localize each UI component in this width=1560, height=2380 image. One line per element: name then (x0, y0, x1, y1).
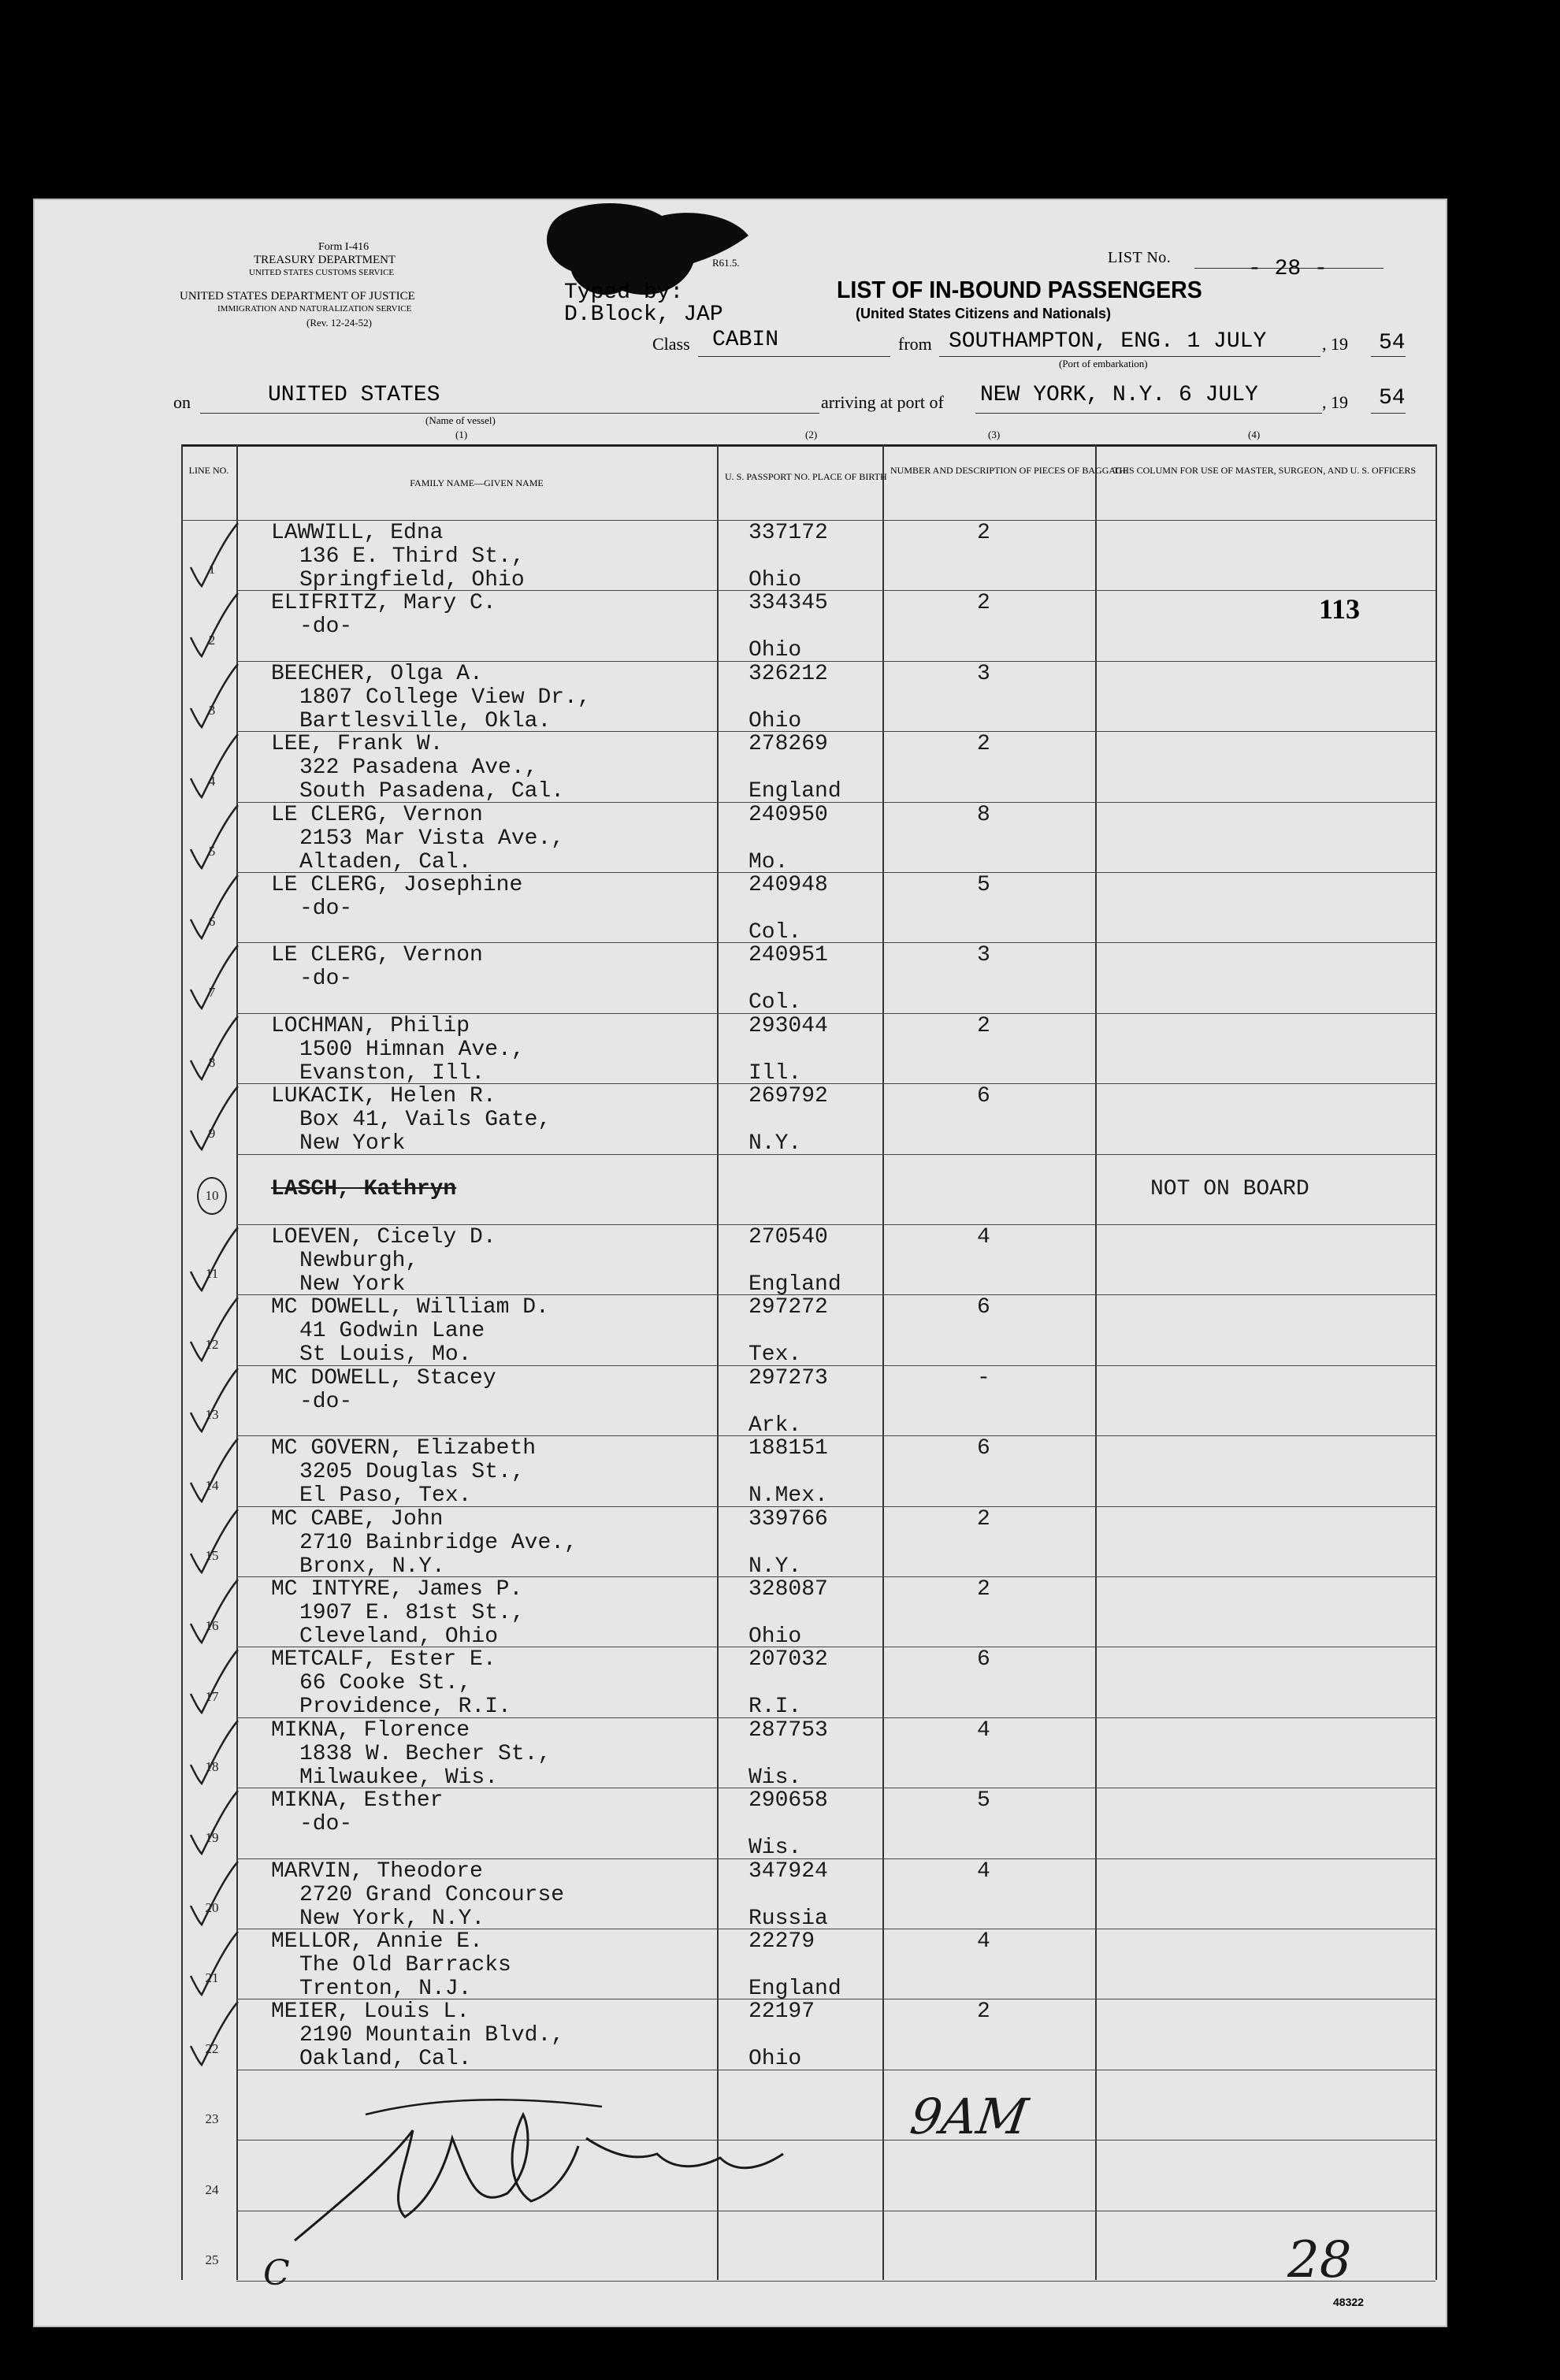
list-no-label: LIST No. (1108, 249, 1172, 266)
address-line-1: 1838 W. Becher St., (299, 1741, 552, 1766)
baggage-count: 6 (977, 1647, 990, 1673)
baggage-count: 6 (977, 1084, 990, 1109)
passenger-name: LE CLERG, Vernon (271, 802, 483, 827)
place-of-birth: Tex. (748, 1342, 802, 1368)
column-header-passport: U. S. PASSPORT NO. PLACE OF BIRTH (725, 471, 887, 482)
passenger-name: LOCHMAN, Philip (271, 1013, 470, 1038)
address-line-1: 3205 Douglas St., (299, 1460, 525, 1485)
place-of-birth: Ohio (748, 708, 802, 733)
revision-date: (Rev. 12-24-52) (306, 317, 372, 329)
passenger-name: MC DOWELL, William D. (271, 1295, 549, 1320)
table-row (181, 802, 1436, 872)
class-label: Class (652, 334, 690, 354)
table-row (181, 1576, 1436, 1647)
document-title: LIST OF IN-BOUND PASSENGERS (837, 276, 1202, 303)
check-mark-icon (184, 1294, 247, 1365)
form-number: Form I-416 (318, 241, 370, 253)
class-value: CABIN (712, 328, 779, 352)
passenger-name: ELIFRITZ, Mary C. (271, 591, 496, 616)
passenger-name: MIKNA, Esther (271, 1788, 444, 1814)
line-number: 3 (208, 703, 216, 718)
place-of-birth: Russia (748, 1906, 828, 1931)
address-line-2: New York (299, 1131, 406, 1157)
table-row (181, 1647, 1436, 1720)
address-line-1: 322 Pasadena Ave., (299, 756, 538, 781)
baggage-count: 4 (977, 1858, 990, 1884)
passport-number: 240948 (748, 873, 828, 897)
arriving-label: arriving at port of (821, 392, 944, 412)
table-row (181, 1365, 1436, 1438)
year-prefix: , 19 (1322, 334, 1348, 354)
table-row (181, 520, 1436, 590)
passport-number: 22197 (748, 1999, 815, 2025)
address-line-1: 2190 Mountain Blvd., (299, 2023, 565, 2048)
passenger-name: LUKACIK, Helen R. (271, 1084, 496, 1109)
vessel-name: UNITED STATES (268, 383, 440, 407)
check-mark-icon (184, 942, 247, 1013)
check-mark-icon (184, 1013, 247, 1084)
check-mark-icon (184, 1435, 247, 1506)
passenger-manifest-page (33, 199, 1447, 2327)
baggage-count: 3 (977, 661, 990, 686)
passport-number: 297272 (748, 1295, 828, 1320)
passport-number: 293044 (748, 1013, 828, 1038)
passport-number: 287753 (748, 1717, 828, 1743)
line-number: 13 (205, 1407, 219, 1423)
baggage-count: 6 (977, 1436, 990, 1461)
address-line-2: Trenton, N.J. (299, 1977, 472, 2001)
address-line-1: 41 Godwin Lane (299, 1319, 485, 1344)
line-number: 12 (205, 1336, 219, 1352)
address-line-1: -do- (299, 614, 353, 640)
line-number: 8 (208, 1055, 216, 1071)
address-line-1: 66 Cooke St., (299, 1671, 472, 1696)
passport-number: 347924 (748, 1858, 828, 1884)
check-mark-icon (184, 1647, 247, 1717)
passport-number: 328087 (748, 1577, 828, 1602)
check-mark-icon (184, 590, 247, 661)
address-line-1: Box 41, Vails Gate, (299, 1108, 552, 1133)
footer-code: 48322 (1333, 2296, 1364, 2308)
passenger-name: LE CLERG, Josephine (271, 873, 523, 897)
place-of-birth: England (748, 1272, 841, 1297)
passport-number: 240951 (748, 943, 828, 968)
justice-dept: UNITED STATES DEPARTMENT OF JUSTICE (180, 290, 415, 303)
table-row (181, 1506, 1436, 1579)
address-line-1: -do- (299, 1389, 353, 1414)
column-header-baggage: NUMBER AND DESCRIPTION OF PIECES OF BAGGAGE (890, 465, 1129, 476)
place-of-birth: Ohio (748, 568, 802, 592)
baggage-count: 2 (977, 521, 990, 545)
passport-number: 22279 (748, 1929, 815, 1954)
port-embark-caption: (Port of embarkation) (1059, 358, 1148, 369)
line-number: 10 (197, 1177, 227, 1215)
passenger-name: LEE, Frank W. (271, 732, 444, 757)
check-mark-icon (184, 661, 247, 732)
baggage-count: 8 (977, 802, 990, 827)
table-row (181, 1435, 1436, 1509)
baggage-count: 4 (977, 1717, 990, 1743)
baggage-count: 2 (977, 732, 990, 757)
table-row (181, 1717, 1436, 1788)
line-number: 7 (208, 984, 216, 1000)
treasury-dept: TREASURY DEPARTMENT (254, 254, 396, 266)
table-row (181, 1154, 1436, 1224)
passenger-name: LOEVEN, Cicely D. (271, 1225, 496, 1249)
passport-number: 270540 (748, 1225, 828, 1249)
baggage-count: 6 (977, 1295, 990, 1320)
check-mark-icon (184, 1506, 247, 1577)
baggage-count: - (977, 1365, 990, 1390)
baggage-count: 5 (977, 873, 990, 897)
table-row (181, 1013, 1436, 1086)
line-number: 4 (208, 773, 216, 789)
table-row (181, 1294, 1436, 1368)
place-of-birth: Col. (748, 920, 802, 945)
baggage-count: 2 (977, 1577, 990, 1602)
check-mark-icon (184, 1788, 247, 1858)
passport-number: 269792 (748, 1084, 828, 1109)
address-line-2: St Louis, Mo. (299, 1342, 472, 1368)
from-value: SOUTHAMPTON, ENG. 1 JULY (949, 329, 1267, 354)
line-number: 5 (208, 843, 216, 859)
baggage-count: 4 (977, 1929, 990, 1954)
column-header-name: FAMILY NAME—GIVEN NAME (410, 477, 544, 488)
check-mark-icon (184, 1576, 247, 1647)
check-mark-icon (184, 731, 247, 802)
place-of-birth: R.I. (748, 1695, 802, 1720)
column-header-officers: THIS COLUMN FOR USE OF MASTER, SURGEON, AND U. S. OFFICERS (1112, 465, 1417, 476)
column-number-2: (2) (805, 429, 818, 440)
line-number: 18 (205, 1759, 219, 1775)
table-row (181, 942, 1436, 1015)
passenger-name: MC CABE, John (271, 1506, 444, 1532)
baggage-count: 2 (977, 1506, 990, 1532)
passenger-name: MARVIN, Theodore (271, 1858, 483, 1884)
place-of-birth: Ill. (748, 1060, 802, 1086)
address-line-2: Springfield, Ohio (299, 568, 525, 592)
passport-number: 278269 (748, 732, 828, 757)
line-number: 21 (205, 1970, 219, 1986)
passport-number: 337172 (748, 521, 828, 545)
line-number: 25 (205, 2252, 219, 2267)
address-line-1: 1807 College View Dr., (299, 685, 591, 710)
check-mark-icon (184, 1999, 247, 2070)
passenger-name: BEECHER, Olga A. (271, 661, 483, 686)
address-line-2: Providence, R.I. (299, 1695, 511, 1720)
address-line-2: Milwaukee, Wis. (299, 1765, 499, 1790)
handwritten-signature (271, 2083, 838, 2264)
address-line-2: Bartlesville, Okla. (299, 708, 552, 733)
place-of-birth: Wis. (748, 1836, 802, 1861)
baggage-count: 4 (977, 1225, 990, 1249)
table-row (181, 1858, 1436, 1929)
passport-number: 188151 (748, 1436, 828, 1461)
from-label: from (898, 334, 932, 354)
table-row (181, 1224, 1436, 1297)
address-line-1: Newburgh, (299, 1249, 419, 1273)
passenger-name: LE CLERG, Vernon (271, 943, 483, 968)
handwritten-time: 9AM (906, 2088, 1031, 2145)
passport-number: 207032 (748, 1647, 828, 1673)
arrival-port-value: NEW YORK, N.Y. 6 JULY (980, 383, 1258, 407)
passenger-name: MEIER, Louis L. (271, 1999, 470, 2025)
table-row (181, 661, 1436, 731)
passport-number: 240950 (748, 802, 828, 827)
address-line-1: 1500 Himnan Ave., (299, 1037, 525, 1062)
column-number-1: (1) (455, 429, 468, 440)
address-line-2: Cleveland, Ohio (299, 1624, 499, 1649)
passenger-table (181, 444, 1436, 2280)
check-mark-icon (184, 1224, 247, 1295)
passport-number: 334345 (748, 591, 828, 616)
table-row (181, 1788, 1436, 1861)
line-number: 16 (205, 1618, 219, 1634)
passport-number: 290658 (748, 1788, 828, 1814)
address-line-2: Altaden, Cal. (299, 849, 472, 874)
baggage-count: 2 (977, 1999, 990, 2025)
check-mark-icon (184, 1083, 247, 1154)
baggage-count: 2 (977, 591, 990, 616)
line-number: 19 (205, 1829, 219, 1845)
table-row (181, 1929, 1436, 1999)
vessel-caption: (Name of vessel) (425, 414, 496, 426)
year-value: 54 (1379, 331, 1406, 355)
line-number: 14 (205, 1477, 219, 1493)
address-line-2: South Pasadena, Cal. (299, 779, 565, 804)
line-number: 6 (208, 914, 216, 930)
list-no-value: - 28 - (1248, 257, 1328, 281)
typed-by-label: Typed by: (564, 280, 684, 305)
year-value: 54 (1379, 386, 1406, 410)
address-line-1: 2710 Bainbridge Ave., (299, 1530, 578, 1555)
year-prefix: , 19 (1322, 392, 1348, 412)
place-of-birth: Ark. (748, 1413, 802, 1438)
address-line-2: New York, N.Y. (299, 1906, 485, 1931)
column-header-line-no: LINE NO. (188, 465, 229, 476)
address-line-1: The Old Barracks (299, 1953, 511, 1977)
place-of-birth: Ohio (748, 1624, 802, 1649)
line-number: 2 (208, 632, 216, 648)
handwritten-page-mark: 28 (1287, 2231, 1352, 2289)
handwritten-corner-mark: C (263, 2253, 290, 2293)
place-of-birth: Wis. (748, 1765, 802, 1790)
check-mark-icon (184, 1717, 247, 1788)
customs-service: UNITED STATES CUSTOMS SERVICE (249, 268, 395, 277)
passenger-name: MC INTYRE, James P. (271, 1577, 523, 1602)
address-line-1: 1907 E. 81st St., (299, 1601, 525, 1625)
place-of-birth: Ohio (748, 2047, 802, 2072)
passenger-name: LASCH, Kathryn (271, 1176, 457, 1201)
address-line-1: 136 E. Third St., (299, 544, 525, 569)
line-number: 17 (205, 1688, 219, 1704)
baggage-count: 5 (977, 1788, 990, 1814)
address-line-2: New York (299, 1272, 406, 1297)
on-label: on (173, 392, 191, 412)
place-of-birth: England (748, 1977, 841, 2001)
check-mark-icon (184, 872, 247, 943)
place-of-birth: N.Mex. (748, 1483, 828, 1509)
address-line-1: 2153 Mar Vista Ave., (299, 826, 565, 851)
place-of-birth: England (748, 779, 841, 804)
line-number: 22 (205, 2040, 219, 2056)
form-ref: R61.5. (712, 257, 740, 269)
ins-service: IMMIGRATION AND NATURALIZATION SERVICE (217, 304, 412, 314)
check-mark-icon (184, 1929, 247, 1999)
passenger-name: MC GOVERN, Elizabeth (271, 1436, 537, 1461)
passenger-name: MELLOR, Annie E. (271, 1929, 483, 1954)
typed-by-value: D.Block, JAP (564, 303, 723, 327)
column-number-4: (4) (1248, 429, 1261, 440)
line-number: 24 (205, 2181, 219, 2197)
column-number-3: (3) (988, 429, 1001, 440)
place-of-birth: Col. (748, 990, 802, 1015)
table-row (181, 1083, 1436, 1157)
baggage-count: 2 (977, 1013, 990, 1038)
passenger-name: METCALF, Ester E. (271, 1647, 496, 1673)
document-subtitle: (United States Citizens and Nationals) (856, 306, 1112, 321)
passenger-name: MC DOWELL, Stacey (271, 1365, 496, 1390)
passport-number: 326212 (748, 661, 828, 686)
check-mark-icon (184, 802, 247, 873)
address-line-2: El Paso, Tex. (299, 1483, 472, 1509)
check-mark-icon (184, 520, 247, 591)
table-row (181, 872, 1436, 945)
table-row (181, 731, 1436, 804)
address-line-1: -do- (299, 967, 353, 992)
place-of-birth: N.Y. (748, 1131, 802, 1157)
table-row (181, 590, 1436, 663)
address-line-1: -do- (299, 1812, 353, 1837)
place-of-birth: Mo. (748, 849, 789, 874)
line-number: 11 (205, 1266, 219, 1282)
check-mark-icon (184, 1858, 247, 1929)
check-mark-icon (184, 1365, 247, 1436)
address-line-1: 2720 Grand Concourse (299, 1882, 565, 1907)
table-row (181, 1999, 1436, 2072)
place-of-birth: Ohio (748, 638, 802, 663)
address-line-1: -do- (299, 897, 353, 921)
address-line-2: Evanston, Ill. (299, 1060, 485, 1086)
address-line-2: Oakland, Cal. (299, 2047, 472, 2072)
line-number: 20 (205, 1899, 219, 1915)
passport-number: 339766 (748, 1506, 828, 1532)
place-of-birth: N.Y. (748, 1554, 802, 1579)
line-number: 1 (208, 562, 216, 577)
passenger-name: LAWWILL, Edna (271, 521, 444, 545)
line-number: 23 (205, 2111, 219, 2127)
line-number: 9 (208, 1125, 216, 1141)
officer-note-113: 113 (1319, 593, 1361, 625)
passenger-name: MIKNA, Florence (271, 1717, 470, 1743)
address-line-2: Bronx, N.Y. (299, 1554, 445, 1579)
line-number: 15 (205, 1547, 219, 1563)
passport-number: 297273 (748, 1365, 828, 1390)
officer-note: NOT ON BOARD (1150, 1176, 1309, 1201)
baggage-count: 3 (977, 943, 990, 968)
